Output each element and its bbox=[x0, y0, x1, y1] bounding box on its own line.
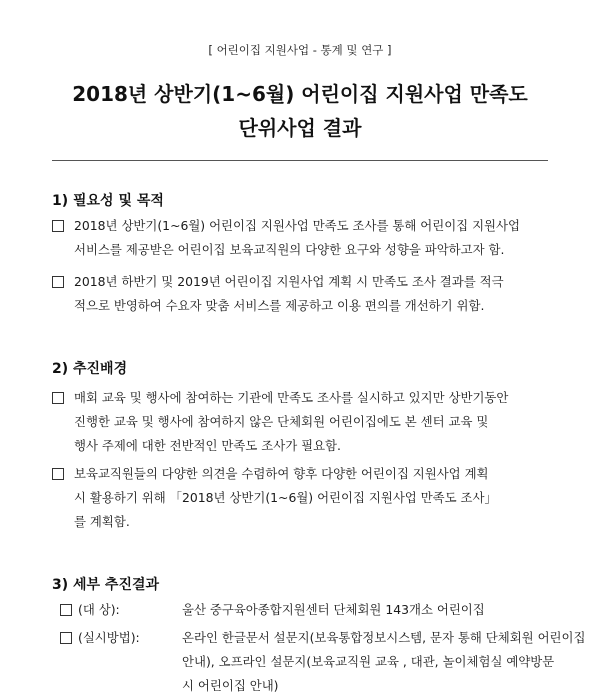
detail-row-label: (실시방법): bbox=[78, 630, 140, 645]
item-text-line: 2018년 상반기(1~6월) 어린이집 지원사업 만족도 조사를 통해 어린이집 지원사업 bbox=[74, 218, 520, 233]
checkbox-square-icon bbox=[52, 276, 64, 288]
detail-row-value: 안내), 오프라인 설문지(보육교직원 교육 , 대관, 놀이체험실 예약방문 bbox=[182, 654, 555, 669]
checkbox-square-icon bbox=[52, 468, 64, 480]
item-text-line: 를 계획함. bbox=[74, 514, 130, 529]
item-text-line: 시 활용하기 위해 「2018년 상반기(1~6월) 어린이집 지원사업 만족도 조사」 bbox=[74, 490, 497, 505]
item-text-line: 2018년 하반기 및 2019년 어린이집 지원사업 계획 시 만족도 조사 결과를 적극 bbox=[74, 274, 504, 289]
document-title-line-2: 단위사업 결과 bbox=[238, 116, 362, 140]
item-text-line: 서비스를 제공받은 어린이집 보육교직원의 다양한 요구와 성향을 파악하고자 함. bbox=[74, 242, 505, 257]
detail-row-value: 울산 중구육아종합지원센터 단체회원 143개소 어린이집 bbox=[182, 602, 485, 617]
detail-row-label: (대 상): bbox=[78, 602, 120, 617]
item-text-line: 행사 주제에 대한 전반적인 만족도 조사가 필요함. bbox=[74, 438, 341, 453]
detail-row-value: 시 어린이집 안내) bbox=[182, 678, 279, 693]
title-divider-rule bbox=[52, 160, 548, 161]
section-heading-background: 2) 추진배경 bbox=[52, 361, 128, 377]
document-title-line-1: 2018년 상반기(1~6월) 어린이집 지원사업 만족도 bbox=[72, 82, 528, 106]
checkbox-square-icon bbox=[60, 632, 72, 644]
checkbox-square-icon bbox=[60, 604, 72, 616]
section-heading-purpose: 1) 필요성 및 목적 bbox=[52, 193, 164, 209]
document-category: [ 어린이집 지원사업 - 통계 및 연구 ] bbox=[208, 43, 392, 57]
detail-row-value: 온라인 한글문서 설문지(보육통합정보시스템, 문자 통해 단체회원 어린이집 bbox=[182, 630, 586, 645]
checkbox-square-icon bbox=[52, 392, 64, 404]
section-heading-results: 3) 세부 추진결과 bbox=[52, 577, 160, 593]
item-text-line: 적으로 반영하여 수요자 맞춤 서비스를 제공하고 이용 편의를 개선하기 위함. bbox=[74, 298, 485, 313]
item-text-line: 보육교직원들의 다양한 의견을 수렴하여 향후 다양한 어린이집 지원사업 계획 bbox=[74, 466, 489, 481]
item-text-line: 진행한 교육 및 행사에 참여하지 않은 단체회원 어린이집에도 본 센터 교육 및 bbox=[74, 414, 489, 429]
checkbox-square-icon bbox=[52, 220, 64, 232]
item-text-line: 매회 교육 및 행사에 참여하는 기관에 만족도 조사를 실시하고 있지만 상반기동안 bbox=[74, 390, 509, 405]
